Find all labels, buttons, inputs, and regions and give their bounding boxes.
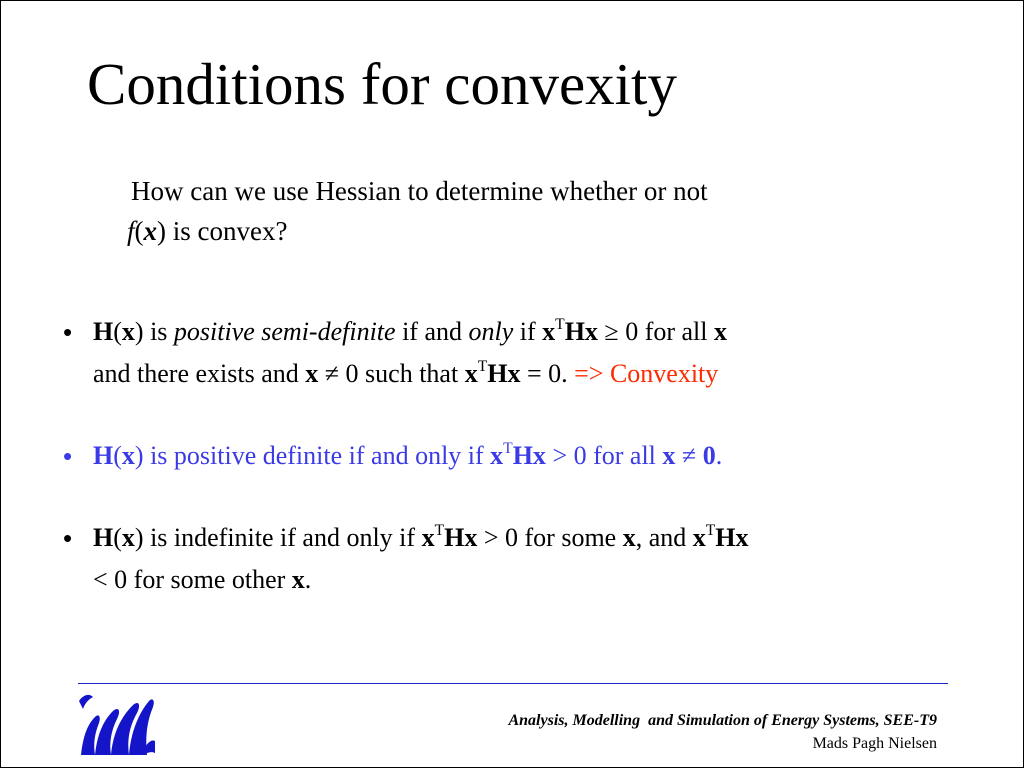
vector-x: x <box>305 359 319 388</box>
university-logo-icon <box>77 691 157 757</box>
text: ) is <box>134 317 174 346</box>
transpose: T <box>477 358 488 376</box>
vector-x: x <box>692 523 706 552</box>
text: ≠ 0 such that <box>318 359 465 388</box>
hessian-Hx: Hx <box>512 441 546 470</box>
vector-x: x <box>121 523 135 552</box>
text: < 0 for some other <box>93 565 292 594</box>
slide-title: Conditions for convexity <box>87 51 677 117</box>
vector-x: x <box>714 317 727 346</box>
question-text <box>127 171 708 251</box>
text: , and <box>635 523 693 552</box>
footer <box>508 709 937 755</box>
transpose: T <box>434 522 445 540</box>
vector-x: x <box>464 359 478 388</box>
hessian-Hx: Hx <box>487 359 521 388</box>
bullet-marker: • <box>63 441 73 471</box>
vector-x: x <box>291 565 305 594</box>
paren: ( <box>113 523 122 552</box>
paren: ( <box>113 317 122 346</box>
convexity-conclusion: => Convexity <box>574 359 719 388</box>
bullet-positive-definite <box>63 435 963 477</box>
paren: ( <box>134 216 144 246</box>
text: . <box>304 565 312 594</box>
text: . <box>715 441 723 470</box>
question-rest: ) is convex? <box>157 216 288 246</box>
author-name: Mads Pagh Nielsen <box>812 735 937 752</box>
text: = 0. <box>520 359 575 388</box>
text: ≥ 0 for all <box>597 317 714 346</box>
vector-x: x <box>622 523 636 552</box>
text: > 0 for some <box>477 523 623 552</box>
transpose: T <box>555 316 565 334</box>
vector-x: x <box>121 441 135 470</box>
vector-x: x <box>662 441 676 470</box>
transpose: T <box>705 522 716 540</box>
bullet-marker: • <box>63 317 73 347</box>
vector-x: x <box>542 317 556 346</box>
text: ≠ <box>675 441 703 470</box>
term-psd: positive semi-definite <box>173 317 396 346</box>
hessian-H: H <box>93 441 114 470</box>
vector-x: x <box>421 523 435 552</box>
zero-vector: 0 <box>702 441 716 470</box>
paren: ( <box>113 441 122 470</box>
hessian-Hx: Hx <box>715 523 749 552</box>
text: if <box>513 317 543 346</box>
text: and there exists and <box>93 359 306 388</box>
term-only: only <box>468 317 514 346</box>
question-line-2 <box>127 211 708 251</box>
vector-x: x <box>490 441 504 470</box>
function-f: f <box>127 216 135 246</box>
text: ) is positive definite if and only if <box>134 441 491 470</box>
hessian-H: H <box>93 523 114 552</box>
bullet-positive-semi-definite <box>63 311 963 395</box>
transpose: T <box>503 440 513 458</box>
bullet-indefinite <box>63 517 963 601</box>
question-line-1: How can we use Hessian to determine whether or not <box>131 176 708 206</box>
bullet-list <box>63 311 963 641</box>
text: ) is indefinite if and only if <box>134 523 422 552</box>
course-title: Analysis, Modelling and Simulation of Energy Systems, SEE-T9 <box>508 712 937 729</box>
hessian-Hx: Hx <box>444 523 478 552</box>
footer-divider <box>78 683 948 684</box>
vector-x: x <box>121 317 135 346</box>
text: if and <box>395 317 469 346</box>
hessian-Hx: Hx <box>564 317 598 346</box>
hessian-H: H <box>93 317 114 346</box>
bullet-marker: • <box>63 523 73 553</box>
text: > 0 for all <box>545 441 663 470</box>
vector-x: x <box>143 216 158 246</box>
